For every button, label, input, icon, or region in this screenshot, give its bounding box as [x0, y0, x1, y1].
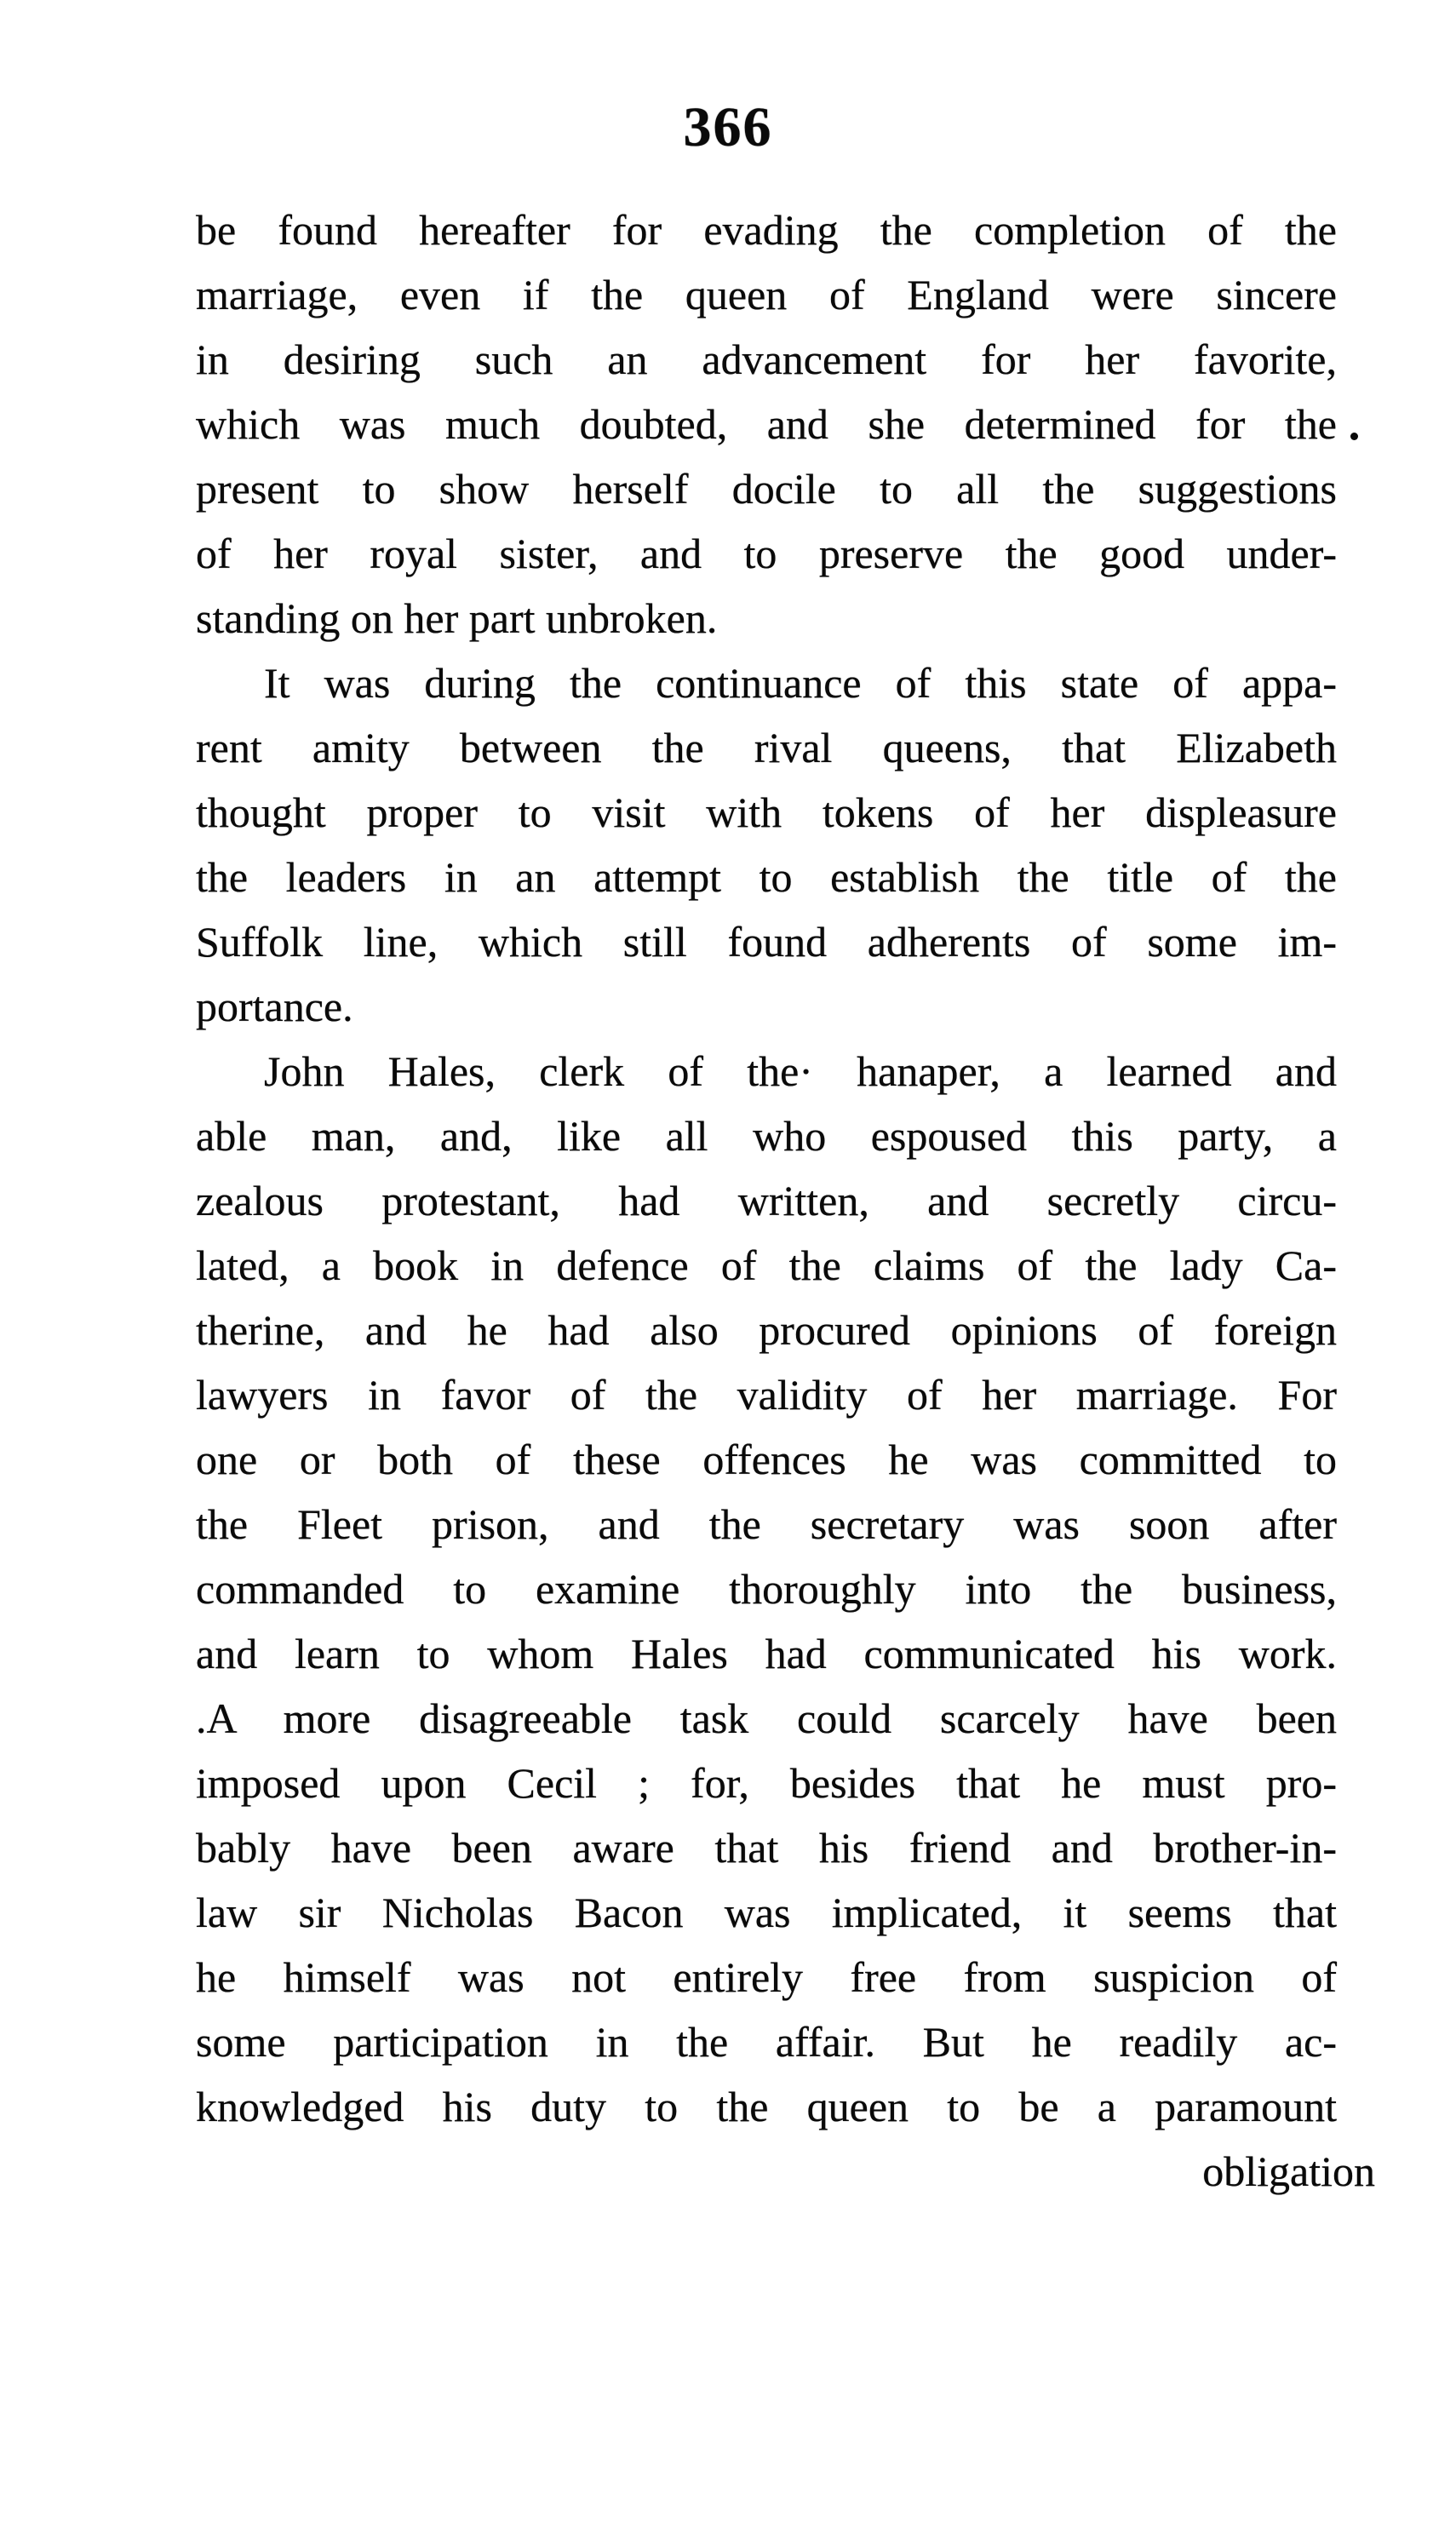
text-line: some participation in the affair. But he readily ac-	[196, 2018, 1337, 2066]
text-line: lawyers in favor of the validity of her marriage. For	[196, 1371, 1337, 1419]
text-line: Suffolk line, which still found adherents of some im-	[196, 918, 1337, 966]
catchword: obligation	[1202, 2147, 1375, 2195]
text-line: which was much doubted, and she determined for the	[196, 400, 1337, 448]
text-line: and learn to whom Hales had communicated his work.	[196, 1630, 1337, 1677]
text-line: one or both of these offences he was committed to	[196, 1436, 1337, 1483]
text-line: standing on her part unbroken.	[196, 594, 718, 642]
text-line: rent amity between the rival queens, that Elizabeth	[196, 724, 1337, 771]
text-line: present to show herself docile to all the suggestions	[196, 465, 1337, 513]
page-text	[196, 198, 1375, 2204]
text-line: in desiring such an advancement for her favorite,	[196, 335, 1337, 383]
text-line: able man, and, like all who espoused this party, a	[196, 1112, 1337, 1160]
text-line: imposed upon Cecil ; for, besides that he must pro-	[196, 1759, 1337, 1807]
text-line: law sir Nicholas Bacon was implicated, it seems that	[196, 1889, 1337, 1936]
text-line: portance.	[196, 983, 353, 1030]
text-line: the Fleet prison, and the secretary was soon after	[196, 1500, 1337, 1548]
text-line: .A more disagreeable task could scarcely have been	[196, 1694, 1337, 1742]
text-line: of her royal sister, and to preserve the good under-	[196, 530, 1337, 577]
ink-speck	[1350, 433, 1358, 440]
text-line: bably have been aware that his friend and brother-in-	[196, 1824, 1337, 1872]
text-line: knowledged his duty to the queen to be a paramount	[196, 2083, 1337, 2130]
text-line: lated, a book in defence of the claims of the lady Ca-	[196, 1241, 1337, 1289]
text-line: be found hereafter for evading the completion of the	[196, 206, 1337, 254]
text-line: therine, and he had also procured opinions of foreign	[196, 1306, 1337, 1354]
text-line: thought proper to visit with tokens of her displeasure	[196, 788, 1337, 836]
text-line: It was during the continuance of this state of appa-	[264, 659, 1337, 707]
text-line: the leaders in an attempt to establish the title of the	[196, 853, 1337, 901]
text-line: zealous protestant, had written, and secretly circu-	[196, 1177, 1337, 1224]
text-line: John Hales, clerk of the· hanaper, a learned and	[264, 1047, 1337, 1095]
text-line: he himself was not entirely free from suspicion of	[196, 1953, 1337, 2001]
text-line: marriage, even if the queen of England were sincere	[196, 271, 1337, 318]
text-line: commanded to examine thoroughly into the business,	[196, 1565, 1337, 1613]
page-number: 366	[683, 96, 773, 158]
